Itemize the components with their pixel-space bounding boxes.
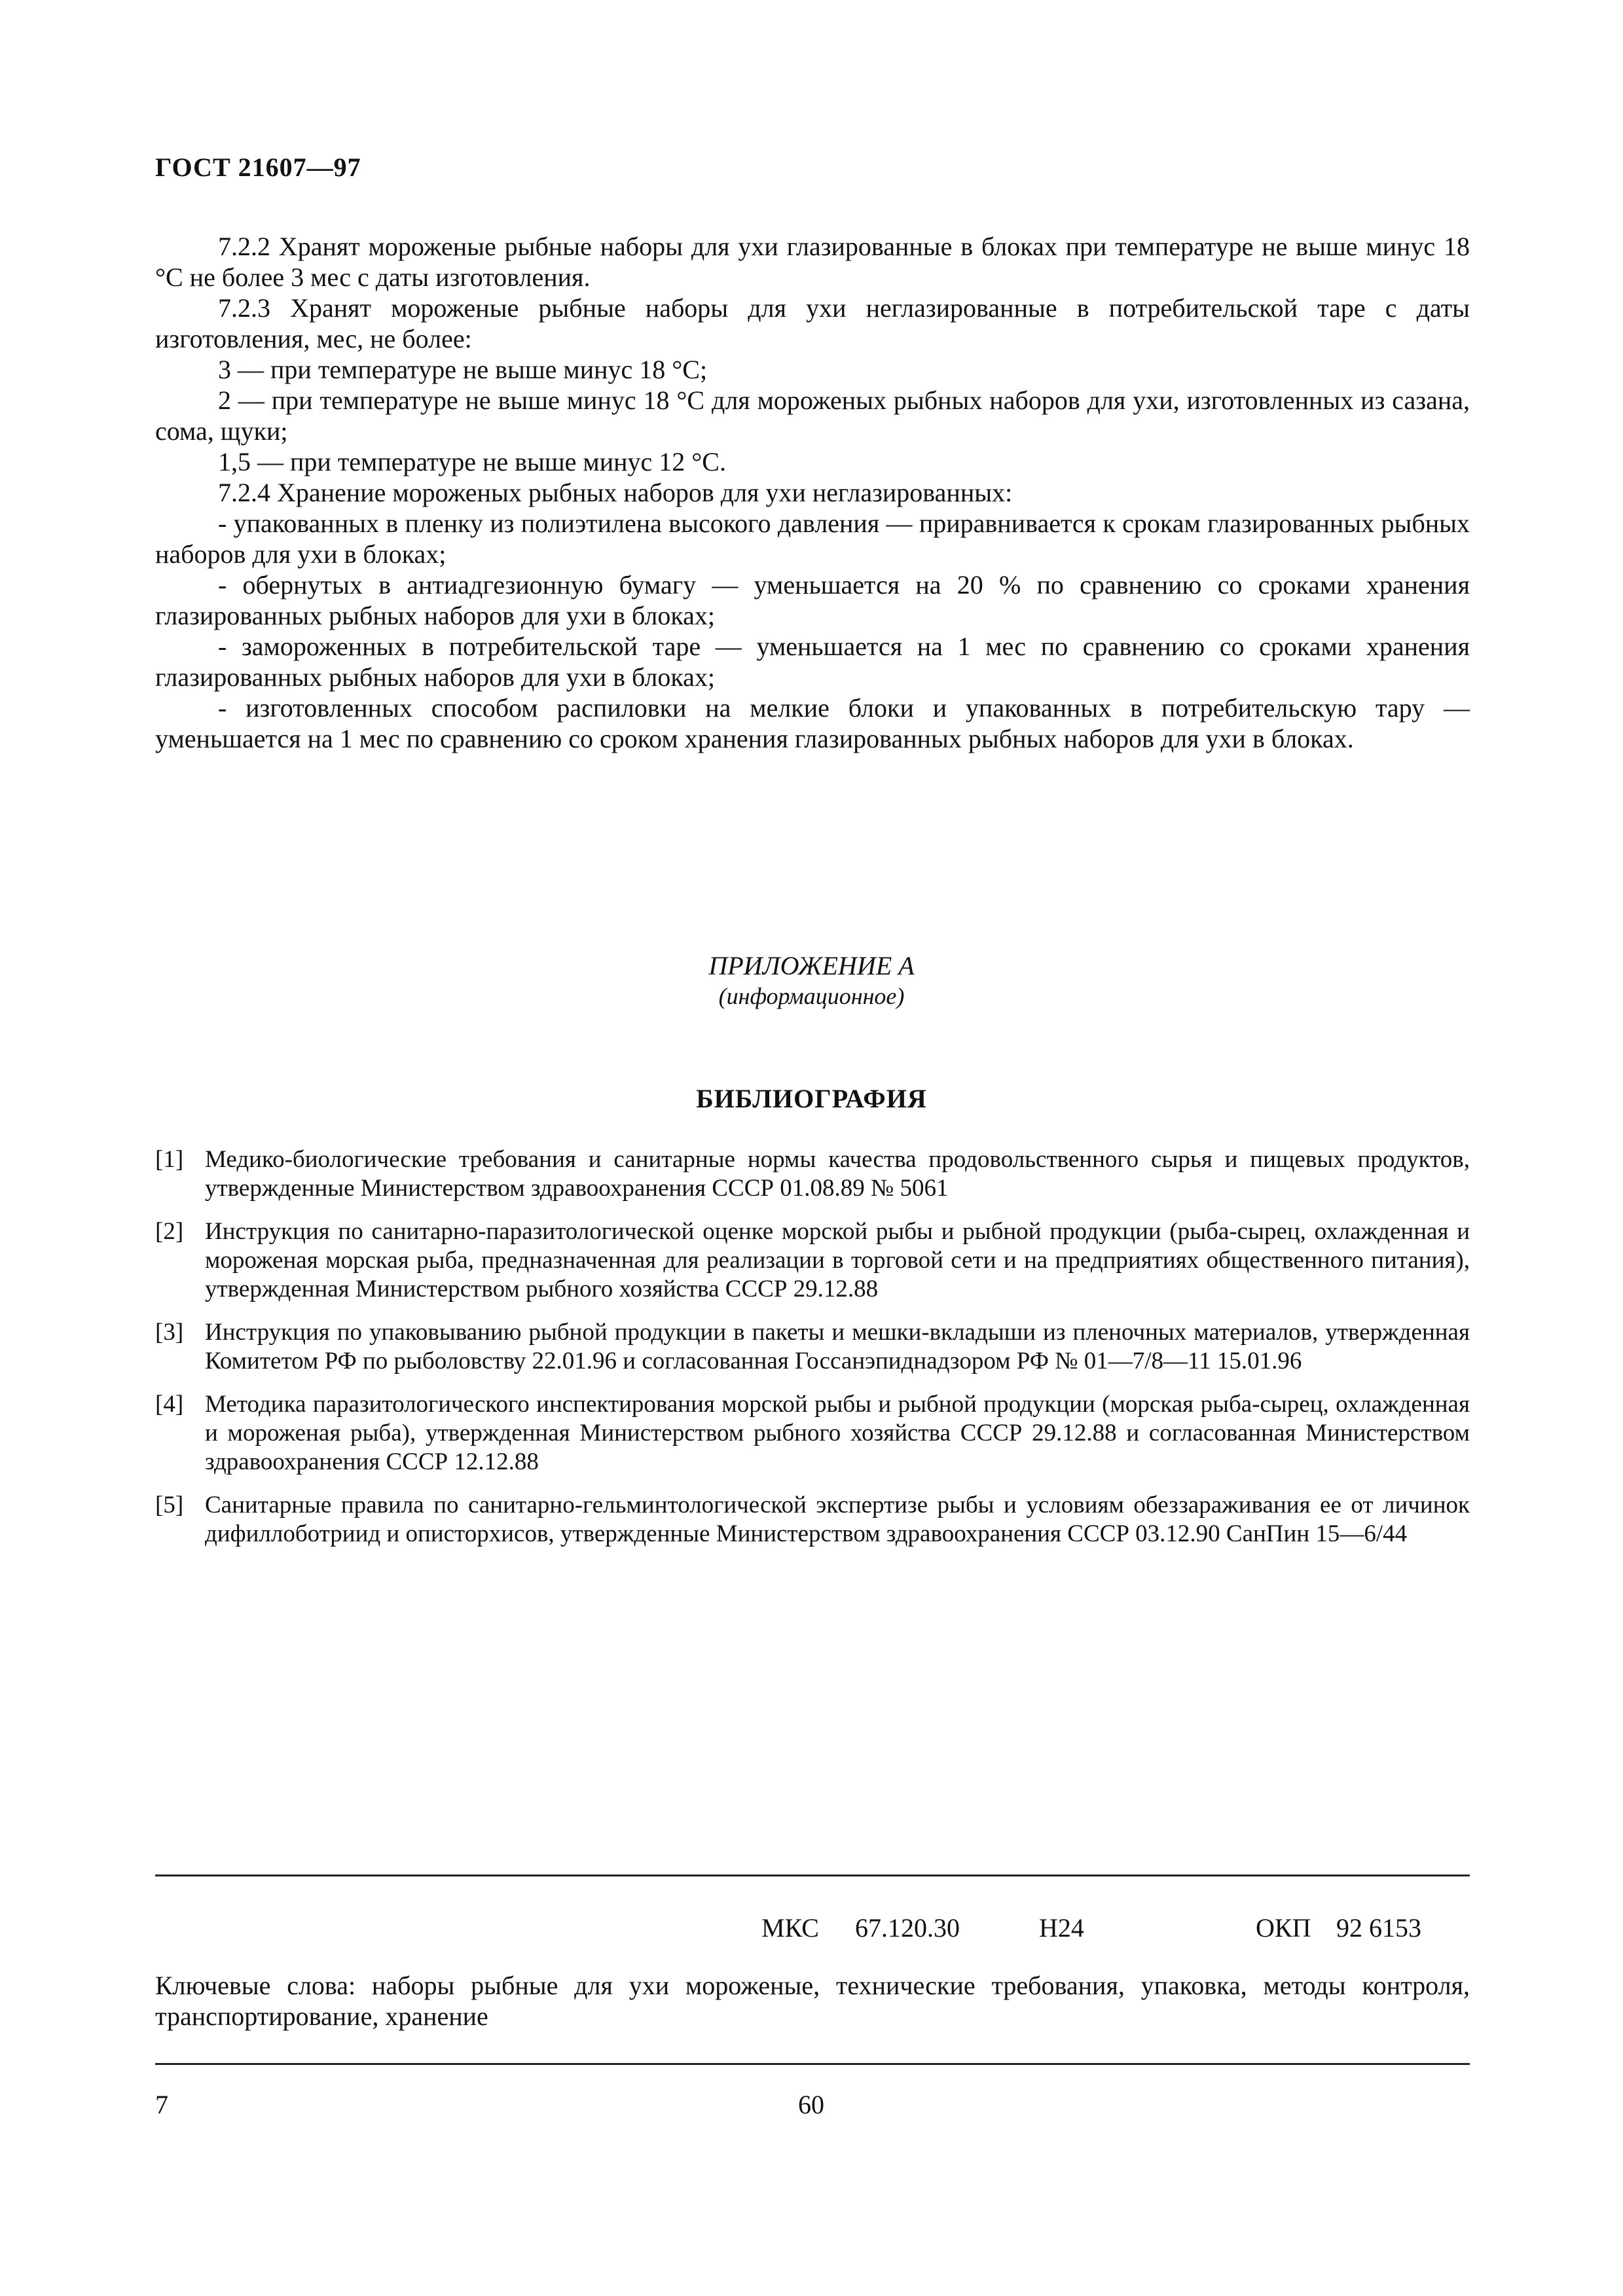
okp-value: 92 6153 <box>1336 1913 1421 1943</box>
body-text <box>155 231 1470 754</box>
reference-number: [4] <box>155 1391 184 1418</box>
paragraph: - изготовленных способом распиловки на мелкие блоки и упакованных в потребительскую тару — уменьшается на 1 мес по сравнению со сроком хранения глазированных рыбных наборов для ухи в блоках. <box>155 693 1470 753</box>
appendix-heading <box>0 950 1623 1011</box>
page-number: 60 <box>798 2090 824 2119</box>
appendix-subtitle: (информационное) <box>718 983 905 1009</box>
paragraph: - замороженных в потребительской таре — уменьшается на 1 мес по сравнению со сроками хранения глазированных рыбных наборов для ухи в блоках; <box>155 632 1470 692</box>
paragraph: 7.2.4 Хранение мороженых рыбных наборов для ухи неглазированных: <box>218 478 1013 507</box>
appendix-title: ПРИЛОЖЕНИЕ А <box>708 951 915 980</box>
reference-number: [1] <box>155 1146 184 1173</box>
document-header: ГОСТ 21607—97 <box>155 152 361 182</box>
reference-text: Методика паразитологического инспектирования морской рыбы и рыбной продукции (морская рыба-сырец, охлажденная и мороженая рыба), утвержденная Министерством рыбного хозяйства СССР 29.12.88 и согласованная Министерством здравоохранения СССР 12.12.88 <box>205 1391 1470 1475</box>
paragraph: 7.2.2 Хранят мороженые рыбные наборы для ухи глазированные в блоках при температуре не выше минус 18 °С не более 3 мес с даты изготовления. <box>155 232 1470 292</box>
bibliography-title: БИБЛИОГРАФИЯ <box>696 1084 927 1113</box>
reference-text: Медико-биологические требования и санитарные нормы качества продовольственного сырья и пищевых продуктов, утвержденные Министерством здравоохранения СССР 01.08.89 № 5061 <box>205 1146 1470 1202</box>
paragraph: 1,5 — при температуре не выше минус 12 °С. <box>218 447 726 476</box>
paragraph: 3 — при температуре не выше минус 18 °С; <box>218 355 708 384</box>
bibliography-item <box>155 1390 1470 1477</box>
bibliography-item <box>155 1145 1470 1203</box>
bibliography-item <box>155 1217 1470 1304</box>
reference-text: Санитарные правила по санитарно-гельминтологической экспертизе рыбы и условиям обеззараживания ее от личинок дифиллоботриид и описторхисов, утвержденные Министерством здравоохранения СССР 03.12.90 СанПин 15—6/44 <box>205 1492 1470 1547</box>
reference-text: Инструкция по санитарно-паразитологической оценке морской рыбы и рыбной продукции (рыба-сырец, охлажденная и мороженая морская рыба, предназначенная для реализации в торговой сети и на предприятиях общественного питания), утвержденная Министерством рыбного хозяйства СССР 29.12.88 <box>205 1218 1470 1302</box>
paragraph: - обернутых в антиадгезионную бумагу — уменьшается на 20 % по сравнению со сроками хранения глазированных рыбных наборов для ухи в блоках; <box>155 570 1470 630</box>
footer-left-number: 7 <box>155 2090 168 2119</box>
paragraph: 7.2.3 Хранят мороженые рыбные наборы для ухи неглазированные в потребительской таре с даты изготовления, мес, не более: <box>155 293 1470 353</box>
okp-label: ОКП <box>1256 1913 1311 1943</box>
mks-label: МКС <box>761 1913 819 1943</box>
reference-number: [2] <box>155 1218 184 1245</box>
reference-text: Инструкция по упаковыванию рыбной продукции в пакеты и мешки-вкладыши из пленочных материалов, утвержденная Комитетом РФ по рыболовству 22.01.96 и согласованная Госсанэпиднадзором РФ № 01—7/8—11 15.01.96 <box>205 1319 1470 1374</box>
reference-number: [5] <box>155 1492 184 1518</box>
paragraph: 2 — при температуре не выше минус 18 °С для мороженых рыбных наборов для ухи, изготовленных из сазана, сома, щуки; <box>155 386 1470 446</box>
bibliography-item <box>155 1318 1470 1376</box>
keywords: Ключевые слова: наборы рыбные для ухи мороженые, технические требования, упаковка, методы контроля, транспортирование, хранение <box>155 1971 1470 2031</box>
paragraph: - упакованных в пленку из полиэтилена высокого давления — приравнивается к срокам глазированных рыбных наборов для ухи в блоках; <box>155 509 1470 569</box>
mks-value: 67.120.30 <box>855 1913 960 1943</box>
bibliography-list <box>155 1145 1470 1563</box>
group-code: Н24 <box>1039 1913 1084 1943</box>
divider-bottom <box>155 2063 1470 2065</box>
bibliography-item <box>155 1491 1470 1549</box>
divider-top <box>155 1874 1470 1876</box>
reference-number: [3] <box>155 1319 184 1346</box>
